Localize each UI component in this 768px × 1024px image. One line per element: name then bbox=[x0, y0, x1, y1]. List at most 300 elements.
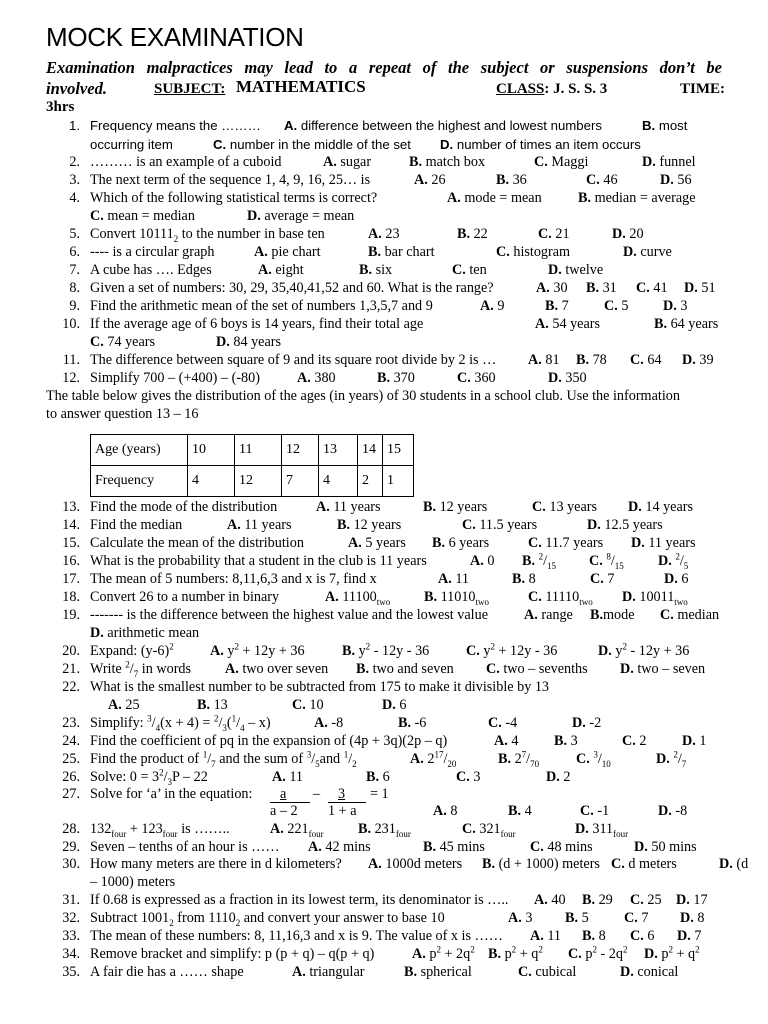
option-c: Maggi bbox=[551, 154, 589, 170]
option-d: 2 bbox=[563, 769, 571, 785]
question-text: The difference between square of 9 and its square root divide by 2 is … bbox=[90, 352, 497, 368]
option-letter: A. bbox=[284, 118, 298, 133]
fraction-numerator: 3 bbox=[306, 749, 312, 760]
option-c-rest: - 2q bbox=[596, 946, 623, 962]
question-text: ---- is a circular graph bbox=[90, 244, 215, 260]
exponent: 2 bbox=[365, 641, 371, 652]
option-a: 30 bbox=[553, 280, 568, 296]
option-letter: C. bbox=[624, 910, 638, 926]
question-number: 30. bbox=[62, 856, 80, 872]
option-d: 14 years bbox=[645, 499, 694, 515]
table-cell: 14 bbox=[358, 435, 383, 466]
option-letter: C. bbox=[660, 607, 674, 623]
option-letter: B. bbox=[359, 262, 373, 278]
question-number: 1. bbox=[69, 118, 80, 133]
option-d: 84 years bbox=[233, 334, 282, 350]
base-subscript: 2 bbox=[173, 233, 179, 244]
question-number: 22. bbox=[62, 679, 80, 695]
table-cell: 15 bbox=[383, 435, 414, 466]
option-d: p bbox=[661, 946, 669, 962]
option-c: 74 years bbox=[107, 334, 156, 350]
option-letter: D. bbox=[572, 715, 586, 731]
option-a: 0 bbox=[487, 553, 495, 569]
option-letter: A. bbox=[524, 607, 538, 623]
question-number: 4. bbox=[69, 190, 80, 206]
option-letter: A. bbox=[368, 856, 382, 872]
option-a: 11 bbox=[289, 769, 304, 785]
option-letter: D. bbox=[682, 352, 696, 368]
option-letter: C. bbox=[589, 553, 603, 569]
option-c: mean = median bbox=[107, 208, 195, 224]
option-letter: A. bbox=[292, 964, 306, 980]
option-letter: B. bbox=[582, 892, 596, 908]
table-row-frequency bbox=[91, 466, 414, 497]
option-a: y bbox=[227, 643, 235, 659]
fraction-numerator: 7 bbox=[521, 749, 527, 760]
fraction-denominator: 4 bbox=[240, 722, 245, 733]
option-letter: D. bbox=[680, 910, 694, 926]
exponent: 2 bbox=[511, 944, 517, 955]
class-info bbox=[496, 80, 607, 98]
question-number: 7. bbox=[69, 262, 80, 278]
option-letter: D. bbox=[622, 589, 636, 605]
option-letter: A. bbox=[412, 946, 426, 962]
question-text: The mean of 5 numbers: 8,11,6,3 and x is 7, find x bbox=[90, 571, 377, 587]
option-d: 56 bbox=[677, 172, 692, 188]
fraction-numerator: 2 bbox=[673, 749, 678, 760]
option-letter: B. bbox=[423, 839, 437, 855]
question-number: 16. bbox=[62, 553, 80, 569]
exponent: 2 bbox=[490, 641, 495, 652]
question-number: 6. bbox=[69, 244, 80, 260]
option-letter: A. bbox=[254, 244, 268, 260]
option-c: 11.5 years bbox=[479, 517, 538, 533]
option-letter: B. bbox=[576, 352, 590, 368]
option-b-rest: - 12y - 36 bbox=[370, 643, 430, 659]
option-letter: C. bbox=[590, 571, 604, 587]
option-a: 23 bbox=[385, 226, 400, 242]
option-d: arithmetic mean bbox=[107, 625, 200, 641]
text-part: from 1110 bbox=[173, 910, 236, 926]
option-letter: B. bbox=[404, 964, 418, 980]
table-cell: 12 bbox=[235, 466, 282, 497]
option-b: 11010 bbox=[440, 589, 476, 605]
question-number: 26. bbox=[62, 769, 80, 785]
fraction-numerator: 1 bbox=[343, 749, 349, 760]
exponent: 2 bbox=[668, 944, 673, 955]
option-a: mode = mean bbox=[464, 190, 542, 206]
option-a: triangular bbox=[309, 964, 365, 980]
question-text bbox=[90, 643, 174, 660]
option-b: median = average bbox=[594, 190, 696, 206]
option-a: 1000d meters bbox=[385, 856, 463, 872]
option-letter: D. bbox=[634, 839, 648, 855]
option-letter: A. bbox=[494, 733, 508, 749]
question-text: Seven – tenths of an hour is …… bbox=[90, 839, 280, 855]
age-distribution-table bbox=[90, 434, 414, 497]
option-d: funnel bbox=[659, 154, 696, 170]
fraction-denominator: 3 bbox=[167, 776, 173, 787]
option-b: 231 bbox=[374, 821, 396, 837]
question-number: 10. bbox=[62, 316, 80, 332]
base-subscript: four bbox=[500, 828, 516, 839]
table-cell: 4 bbox=[188, 466, 235, 497]
option-b: 12 years bbox=[353, 517, 402, 533]
option-letter: D. bbox=[612, 226, 626, 242]
option-letter: C. bbox=[532, 499, 546, 515]
option-b: 13 bbox=[213, 697, 228, 713]
option-letter: D. bbox=[658, 553, 672, 569]
option-a: 11100 bbox=[342, 589, 377, 605]
fraction-denominator: 4 bbox=[155, 722, 161, 733]
option-letter: D. bbox=[663, 298, 677, 314]
option-letter: A. bbox=[447, 190, 461, 206]
option-c: 21 bbox=[555, 226, 570, 242]
option-letter: A. bbox=[368, 226, 382, 242]
option-d-rest: + q bbox=[672, 946, 696, 962]
option-d: 8 bbox=[697, 910, 705, 926]
text-part: Write bbox=[90, 661, 126, 677]
question-number: 34. bbox=[62, 946, 80, 962]
question-text: Find the mode of the distribution bbox=[90, 499, 278, 515]
option-letter: A. bbox=[314, 715, 328, 731]
option-a: 11 bbox=[547, 928, 562, 944]
option-letter: D. bbox=[548, 370, 562, 386]
option-letter: B. bbox=[642, 118, 656, 133]
question-number: 25. bbox=[62, 751, 80, 767]
exponent: 2 bbox=[622, 641, 627, 652]
option-letter: D. bbox=[677, 928, 691, 944]
option-a: sugar bbox=[340, 154, 372, 170]
question-number: 12. bbox=[62, 370, 80, 386]
option-letter: D. bbox=[642, 154, 656, 170]
option-c: median bbox=[677, 607, 720, 623]
question-text: If 0.68 is expressed as a fraction in its lowest term, its denominator is ….. bbox=[90, 892, 509, 908]
question-number: 33. bbox=[62, 928, 80, 944]
option-letter: C. bbox=[462, 517, 476, 533]
option-letter: A. bbox=[272, 769, 286, 785]
option-b: 4 bbox=[524, 803, 532, 819]
option-d-rest: - 12y + 36 bbox=[626, 643, 690, 659]
option-letter: D. bbox=[644, 946, 658, 962]
option-letter: B. bbox=[522, 553, 536, 569]
option-letter: C. bbox=[90, 334, 104, 350]
option-a: pie chart bbox=[271, 244, 321, 260]
option-letter: C. bbox=[90, 208, 104, 224]
fraction-numerator: 1 bbox=[231, 713, 237, 724]
option-letter: A. bbox=[410, 751, 424, 767]
option-letter: D. bbox=[660, 172, 674, 188]
base-subscript: two bbox=[376, 596, 391, 607]
option-a: -8 bbox=[331, 715, 344, 731]
option-letter: C. bbox=[486, 661, 500, 677]
fraction-denominator: 7 bbox=[211, 758, 216, 769]
option-c: 25 bbox=[647, 892, 662, 908]
option-a: eight bbox=[275, 262, 304, 278]
option-letter: D. bbox=[620, 964, 634, 980]
option-letter: A. bbox=[534, 892, 548, 908]
question-text: Solve: $0 = 3^2/_3P - 22$ bbox=[90, 767, 208, 787]
option-a: 25 bbox=[125, 697, 140, 713]
table-header-cell: Age (years) bbox=[91, 435, 188, 466]
text-part: to the number in base ten bbox=[178, 226, 325, 242]
option-letter: D. bbox=[682, 733, 696, 749]
question-text: Given a set of numbers: 30, 29, 35,40,41,52 and 60. What is the range? bbox=[90, 280, 494, 296]
option-letter: C. bbox=[580, 803, 594, 819]
option-letter: C. bbox=[452, 262, 466, 278]
exponent: 2 bbox=[234, 641, 239, 652]
fraction-1-denominator: a – 2 bbox=[270, 803, 298, 819]
question-number: 2. bbox=[69, 154, 80, 170]
fraction-denominator: 70 bbox=[530, 758, 540, 769]
question-text: How many meters are there in d kilometers? bbox=[90, 856, 342, 872]
table-row-ages bbox=[91, 435, 414, 466]
text-part: ( bbox=[226, 715, 232, 731]
option-letter: B. bbox=[432, 535, 446, 551]
base-subscript: four bbox=[613, 828, 629, 839]
option-c: ten bbox=[469, 262, 487, 278]
option-letter: A. bbox=[535, 316, 549, 332]
option-a: 42 mins bbox=[325, 839, 371, 855]
option-letter: B. bbox=[423, 499, 437, 515]
option-letter: A. bbox=[308, 839, 322, 855]
exponent: 2 bbox=[538, 944, 543, 955]
option-b: spherical bbox=[420, 964, 472, 980]
option-letter: D. bbox=[587, 517, 601, 533]
fraction-denominator: 5 bbox=[315, 758, 320, 769]
option-letter: C. bbox=[528, 589, 542, 605]
fraction-denominator: 20 bbox=[447, 758, 457, 769]
option-c: 321 bbox=[479, 821, 501, 837]
option-c: 48 mins bbox=[547, 839, 593, 855]
option-letter: C. bbox=[213, 137, 227, 152]
option-letter: A. bbox=[536, 280, 550, 296]
option-letter: C. bbox=[292, 697, 306, 713]
class-value: : J. S. S. 3 bbox=[544, 81, 608, 97]
question-number: 13. bbox=[62, 499, 80, 515]
option-letter: A. bbox=[297, 370, 311, 386]
option-letter: B. bbox=[197, 697, 211, 713]
question-text: Find the arithmetic mean of the set of numbers 1,3,5,7 and 9 bbox=[90, 298, 433, 314]
question-text: Simplify 700 – (+400) – (-80) bbox=[90, 370, 260, 386]
base-subscript: four bbox=[308, 828, 324, 839]
option-a: 54 years bbox=[552, 316, 601, 332]
option-letter: B. bbox=[342, 643, 356, 659]
base-subscript: four bbox=[395, 828, 411, 839]
option-letter: A. bbox=[348, 535, 362, 551]
text-part: 132 bbox=[90, 821, 112, 837]
option-a: two over seven bbox=[242, 661, 329, 677]
page-title: MOCK EXAMINATION bbox=[46, 22, 304, 52]
option-letter: C. bbox=[462, 821, 476, 837]
option-c-rest: + 12y - 36 bbox=[494, 643, 558, 659]
option-b: mode bbox=[603, 607, 635, 623]
option-b: match box bbox=[425, 154, 486, 170]
option-c: 7 bbox=[607, 571, 615, 587]
option-letter: A. bbox=[508, 910, 522, 926]
question-text: The next term of the sequence 1, 4, 9, 16, 25… is bbox=[90, 172, 371, 188]
option-letter: B. bbox=[498, 751, 512, 767]
question-text: What is the smallest number to be subtracted from 175 to make it divisible by 13 bbox=[90, 679, 550, 695]
option-a: 2 bbox=[427, 751, 435, 767]
option-b: 12 years bbox=[439, 499, 488, 515]
question-text: Convert 26 to a number in binary bbox=[90, 589, 280, 605]
option-letter: C. bbox=[528, 535, 542, 551]
question-text bbox=[90, 821, 230, 838]
option-d: 311 bbox=[592, 821, 614, 837]
equation-rhs: = 1 bbox=[370, 786, 389, 802]
option-letter: A. bbox=[210, 643, 224, 659]
base-subscript: four bbox=[162, 828, 178, 839]
fraction-2-numerator: 3 bbox=[338, 786, 346, 802]
option-c: histogram bbox=[513, 244, 571, 260]
option-a-rest: + 12y + 36 bbox=[238, 643, 305, 659]
question-number: 15. bbox=[62, 535, 80, 551]
option-letter: B. bbox=[358, 821, 372, 837]
text-part: – x) bbox=[244, 715, 271, 731]
fraction-denominator: 15 bbox=[547, 560, 557, 571]
text-part: Subtract 1001 bbox=[90, 910, 170, 926]
option-letter: C. bbox=[630, 928, 644, 944]
question-text: What is the probability that a student in the club is 11 years bbox=[90, 553, 427, 569]
question-number: 20. bbox=[62, 643, 80, 659]
option-c: 5 bbox=[621, 298, 629, 314]
option-c: 13 years bbox=[549, 499, 598, 515]
question-number: 31. bbox=[62, 892, 80, 908]
option-letter: B. bbox=[508, 803, 522, 819]
question-text: Find the coefficient of pq in the expansion of (4p + 3q)(2p – q) bbox=[90, 733, 448, 749]
class-label: CLASS bbox=[496, 81, 545, 97]
question-text: Find the median bbox=[90, 517, 183, 533]
option-a: 11 bbox=[455, 571, 470, 587]
option-d: 50 mins bbox=[651, 839, 697, 855]
option-b: 7 bbox=[561, 298, 569, 314]
option-d: (d bbox=[736, 856, 749, 872]
option-d: -8 bbox=[675, 803, 688, 819]
option-c: 11.7 years bbox=[545, 535, 604, 551]
option-b: 29 bbox=[598, 892, 613, 908]
option-d: twelve bbox=[565, 262, 604, 278]
option-letter: D. bbox=[628, 499, 642, 515]
fraction-numerator: 2 bbox=[675, 551, 680, 562]
intro-line-1: The table below gives the distribution of the ages (in years) of 30 students in a school club. Use the information bbox=[46, 388, 680, 404]
option-letter: A. bbox=[528, 352, 542, 368]
option-c: 2 bbox=[639, 733, 647, 749]
option-letter: A. bbox=[414, 172, 428, 188]
exam-page: MOCK EXAMINATION Examination malpractices may lead to a repeat of the subject or suspensions don’t be involved. SUBJECT: MATHEMATICS CLASS: J. S. S. 3 TIME: 3hrs 1. Frequency means the ……… A. difference between the highest and lowest numbers B. most occurring item C. number in the middle of the set D. number of times an item occurs 2. ……… is an example of a cuboid A. sugar B. match box C. Maggi D. funnel 3. The next term of the sequence 1, 4, 9, 16, 25… is A. 26 B. 36 C. 46 D. 56 4. Which of the following statistical terms is correct? A. mode = mean B. median = average C. mean = median D. average = mean 5. Convert $10111_2$ to the number in base ten A. 23 B. 22 C. 21 D. 20 6. ---- is a circular graph A. pie chart B. bar chart C. histogram D. curve 7. A cube has …. Edges A. eight B. six C. ten D. twelve 8. Given a set of numbers: 30, 29, 35,40,41,52 and 60. What is the range? A. 30 B. 31 C. 41 D. 51 9. Find the arithmetic mean of the set of numbers 1,3,5,7 and 9 A. 9 B. 7 C. 5 D. 3 10. If the average age of 6 boys is 14 years, find their total age A. 54 years B. 64 years C. 74 years D. 84 years 11. The difference between square of 9 and its square root divide by 2 is … A. 81 B. 78 C. 64 D. 39 12. Simplify 700 – (+400) – (-80) A. 380 B. 370 C. 360 D. 350 The table below gives the distribution of the ages (in years) of 30 students in a school club. Use the information to answer question 13 – 16 Age (years) 10 11 12 13 14 15 Frequency 4 12 7 4 2 1 13. Find the mode of the distribution A. 11 years B. 12 years C. 13 years D. 14 years 14. Find the median A. 11 years B. 12 years C. 11.5 years D. 12.5 years 15. Calculate the mean of the distribution A. 5 years B. 6 years C. 11.7 years D. 11 years 16. What is the probability that a student in the club is 11 years A. 0 B. $^2/_{15}$ C. $^8/_{15}$ D. $^2/_5$ 17. The mean of 5 numbers: 8,11,6,3 and x is 7, find x A. 11 B. 8 C. 7 D. 6 18. Convert 26 to a number in binary A. $11100_{two}$ B. $11010_{two}$ C. $11110_{two}$ D. $10011_{two}$ 19. ------- is the difference between the highest value and the lowest value A. range B.mode C. median D. arithmetic mean 20. Expand: $(y-6)^2$ A. $y^2 + 12y + 36$ B. $y^2 - 12y - 36$ C. $y^2 + 12y - 36$ D. $y^2 - 12y + 36$ 21. Write $^2/_7$ in words A. two over seven B. two and seven C. two – sevenths D. two – seven 22. What is the smallest number to be subtracted from 175 to make it divisible by 13 A. 25 B. 13 C. 10 D. 6 23. Simplify: $^3/_4(x + 4) = ^2/_3(^1/_4 - x)$ A. -8 B. -6 C. -4 D. -2 24. Find the coefficient of pq in the expansion of (4p + 3q)(2p – q) A. 4 B. 3 C. 2 D. 1 25. Find the product of $^1/_7$ and the sum of $^3/_5and$ $^1/_2$ A. $2^{17}/_{20}$ B. $2^7/_{70}$ C. $^3/_{10}$ D. $^2/_7$ 26. Solve: $0 = 3^2/_3P - 22$ A. 11 B. 6 C. 3 D. 2 27. Solve for ‘a’ in the equation: a – 3 = 1 a – 2 1 + a A. 8 B. 4 C. -1 D. -8 28. $132_{four} + 123_{four}$ is …….. A. $221_{four}$ B. $231_{four}$ C. $321_{four}$ D. $311_{four}$ 29. Seven – tenths of an hour is …… A. 42 mins B. 45 mins C. 48 mins D. 50 mins 30. How many meters are there in d kilometers? A. 1000d meters B. (d + 1000) meters C. d meters D. (d – 1000) meters 31. If 0.68 is expressed as a fraction in its lowest term, its denominator is ….. A. 40 B. 29 C. 25 D. 17 32. Subtract $1001_2$ from $1110_2$ and convert your answer to base 10 A. 3 B. 5 C. 7 D. 8 33. The mean of these numbers: 8, 11,16,3 and x is 9. The value of x is …… A. 11 B. 8 C. 6 D. 7 34. Remove bracket and simplify: p (p + q) – q(p + q) A. $p^2 + 2q^2$ B. $p^2 + q^2$ C. $p^2 - 2q^2$ D. $p^2 + q^2$ 35. A fair die has a …… shape A. triangular B. spherical C. cubical D. conical bbox=[46, 22, 749, 980]
option-b: 64 years bbox=[670, 316, 719, 332]
option-letter: B. bbox=[578, 190, 592, 206]
fraction-numerator: 3 bbox=[147, 713, 152, 724]
fraction-2-denominator: 1 + a bbox=[328, 803, 357, 819]
text-part: Expand: (y-6) bbox=[90, 643, 170, 659]
option-letter: D. bbox=[631, 535, 645, 551]
option-letter: C. bbox=[518, 964, 532, 980]
option-letter: B. bbox=[409, 154, 423, 170]
option-b: most bbox=[658, 118, 688, 133]
time-label: TIME: bbox=[680, 81, 725, 97]
table-header-cell: Frequency bbox=[91, 466, 188, 497]
option-b: 6 bbox=[382, 769, 390, 785]
option-d: 350 bbox=[565, 370, 587, 386]
option-letter: A. bbox=[323, 154, 337, 170]
table-cell: 13 bbox=[319, 435, 358, 466]
option-letter: B. bbox=[565, 910, 579, 926]
question-text: Find the product of $^1/_7$ and the sum of $^3/_5and$ $^1/_2$ bbox=[90, 749, 357, 769]
question-number: 32. bbox=[62, 910, 80, 926]
table-cell: 7 bbox=[282, 466, 319, 497]
option-letter: D. bbox=[216, 334, 230, 350]
option-letter: C. bbox=[630, 892, 644, 908]
option-a: 221 bbox=[287, 821, 309, 837]
option-a: 26 bbox=[431, 172, 446, 188]
warning-line-2: involved. bbox=[46, 79, 107, 98]
option-letter: B. bbox=[654, 316, 668, 332]
option-letter: C. bbox=[636, 280, 650, 296]
text-part: (x + 4) = bbox=[160, 715, 214, 731]
warning-line-1: Examination malpractices may lead to a repeat of the subject or suspensions don’t be bbox=[46, 58, 722, 77]
option-b: -6 bbox=[414, 715, 427, 731]
option-d: 39 bbox=[699, 352, 714, 368]
option-d: two – seven bbox=[637, 661, 706, 677]
option-letter: D. bbox=[623, 244, 637, 260]
option-letter: C. bbox=[456, 769, 470, 785]
fraction-numerator: 2 bbox=[125, 659, 130, 670]
option-letter: C. bbox=[534, 154, 548, 170]
exponent: 2 bbox=[169, 641, 174, 652]
option-a: 11 years bbox=[244, 517, 292, 533]
table-cell: 4 bbox=[319, 466, 358, 497]
option-a: 40 bbox=[551, 892, 566, 908]
option-c: -4 bbox=[505, 715, 518, 731]
option-b: 8 bbox=[528, 571, 536, 587]
minus-sign: – bbox=[313, 786, 321, 802]
base-subscript: two bbox=[674, 596, 688, 607]
question-number: 11. bbox=[62, 352, 80, 368]
fraction-denominator: 7 bbox=[681, 758, 687, 769]
option-letter: B. bbox=[366, 769, 380, 785]
option-c: 360 bbox=[474, 370, 496, 386]
option-b: bar chart bbox=[384, 244, 435, 260]
fraction-1-numerator: a bbox=[280, 786, 287, 802]
question-number: 3. bbox=[69, 172, 80, 188]
text-part: and convert your answer to base 10 bbox=[240, 910, 445, 926]
base-subscript: 2 bbox=[169, 917, 174, 928]
base-subscript: two bbox=[579, 596, 593, 607]
fraction-denominator: 15 bbox=[614, 560, 624, 571]
option-c: 41 bbox=[653, 280, 668, 296]
option-d: 11 years bbox=[648, 535, 696, 551]
option-letter: B. bbox=[496, 172, 510, 188]
question-number: 35. bbox=[62, 964, 80, 980]
option-c: 11110 bbox=[545, 589, 580, 605]
table-cell: 2 bbox=[358, 466, 383, 497]
option-d: -2 bbox=[589, 715, 602, 731]
option-d: 20 bbox=[629, 226, 644, 242]
option-letter: B. bbox=[424, 589, 438, 605]
option-letter: D. bbox=[598, 643, 612, 659]
fraction-denominator: 7 bbox=[133, 668, 139, 679]
option-c: two – sevenths bbox=[503, 661, 588, 677]
option-a: 4 bbox=[511, 733, 519, 749]
fraction-numerator: 8 bbox=[606, 551, 611, 562]
option-letter: D. bbox=[719, 856, 733, 872]
option-d-cont: – 1000) meters bbox=[90, 874, 176, 890]
option-a: 380 bbox=[314, 370, 336, 386]
option-letter: D. bbox=[382, 697, 396, 713]
option-letter: D. bbox=[90, 625, 104, 641]
question-text: Calculate the mean of the distribution bbox=[90, 535, 304, 551]
